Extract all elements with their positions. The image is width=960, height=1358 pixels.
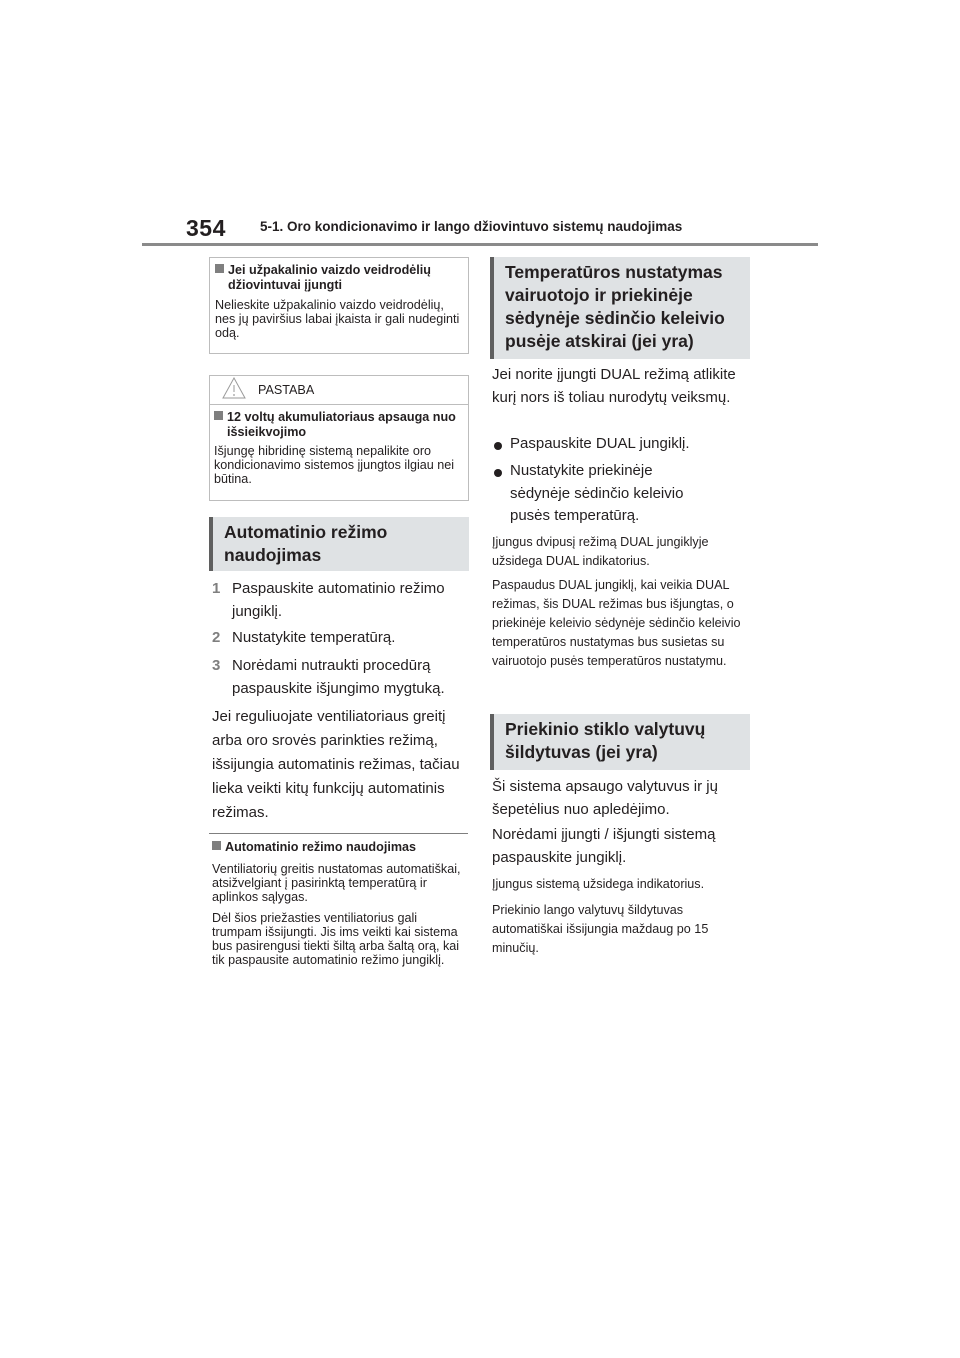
- note-body: Išjungę hibridinę sistemą nepalikite oro kondicionavimo sistemos įjungtos ilgiau nei būtina.: [214, 444, 455, 486]
- bullet-item-1: Paspauskite DUAL jungiklį.: [494, 433, 750, 456]
- round-bullet-icon: [494, 469, 502, 477]
- square-bullet-icon: [214, 411, 223, 420]
- caution-box-title: Jei užpakalinio vaizdo veidrodėlių džiovintuvai įjungti: [215, 263, 462, 292]
- square-bullet-icon: [212, 841, 221, 850]
- info-body-1: Ventiliatorių greitis nustatomas automatiškai, atsižvelgiant į pasirinktą temperatūrą ir aplinkos sąlygas.: [212, 861, 461, 904]
- round-bullet-icon: [494, 442, 502, 450]
- step-1: [212, 578, 474, 623]
- sub-section-divider: [209, 833, 468, 834]
- header-divider: [142, 243, 818, 246]
- bullet-item-2: Nustatykite priekinėje sėdynėje sėdinčio keleivio pusės temperatūrą.: [494, 460, 750, 528]
- section-title: 5-1. Oro kondicionavimo ir lango džiovintuvo sistemų naudojimas: [260, 219, 683, 234]
- heading-auto-mode: Automatinio režimo naudojimas: [209, 517, 469, 571]
- note-title: 12 voltų akumuliatoriaus apsauga nuo išsieikvojimo: [214, 410, 464, 439]
- step-number: 3: [212, 657, 221, 674]
- dual-note-1: Įjungus dvipusį režimą DUAL jungiklyje užsidega DUAL indikatorius.: [492, 535, 709, 568]
- wiper-note-2: Priekinio lango valytuvų šildytuvas automatiškai išsijungia maždaug po 15 minučių.: [492, 903, 709, 955]
- step-text: Nustatykite temperatūrą.: [232, 629, 396, 646]
- wiper-paragraph-1: Ši sistema apsaugo valytuvus ir jų šepetėlius nuo apledėjimo.: [492, 778, 718, 818]
- info-body-2: Dėl šios priežasties ventiliatorius gali trumpam išsijungti. Jis ims veikti kai sistema bus pasirengusi tiekti šiltą arba šaltą orą, kai tik paspausite automatinio režimo jungiklį.: [212, 910, 460, 967]
- dual-intro: Jei norite įjungti DUAL režimą atlikite kurį nors iš toliau nurodytų veiksmų.: [492, 366, 736, 406]
- step-3: [212, 655, 474, 700]
- step-2: [212, 627, 474, 650]
- step-text: Norėdami nutraukti procedūrą paspauskite išjungimo mygtuką.: [232, 657, 445, 697]
- info-title: Automatinio režimo naudojimas: [212, 840, 468, 855]
- auto-mode-info: [212, 840, 468, 967]
- step-text: Paspauskite automatinio režimo jungiklį.: [232, 580, 445, 620]
- caution-box-body: Nelieskite užpakalinio vaizdo veidrodėlių, nes jų paviršius labai įkaista ir gali nudeginti odą.: [215, 298, 460, 340]
- heading-wiper-heater: Priekinio stiklo valytuvų šildytuvas (jei yra): [490, 714, 750, 770]
- step-number: 1: [212, 580, 221, 597]
- square-bullet-icon: [215, 264, 224, 273]
- page-number: 354: [186, 215, 226, 241]
- dual-note-2: Paspaudus DUAL jungiklį, kai veikia DUAL režimas, šis DUAL režimas bus išjungtas, o priekinėje keleivio sėdynėje sėdinčio keleivio temperatūros nustatymas bus susietas su vairuotojo pusės temperatūros nustatymu.: [492, 578, 741, 668]
- auto-mode-paragraph: Jei reguliuojate ventiliatoriaus greitį arba oro srovės parinkties režimą, išsijungia automatinis režimas, tačiau lieka veikti kitų funkcijų automatinis režimas.: [212, 708, 460, 821]
- note-label: PASTABA: [258, 383, 315, 397]
- heading-dual-temperature: Temperatūros nustatymas vairuotojo ir priekinėje sėdynėje sėdinčio keleivio pusėje atskirai (jei yra): [490, 257, 750, 359]
- warning-triangle-icon: [222, 377, 246, 399]
- step-number: 2: [212, 629, 221, 646]
- note-content: [214, 410, 464, 486]
- note-divider: [209, 404, 468, 405]
- wiper-paragraph-2: Norėdami įjungti / išjungti sistemą paspauskite jungiklį.: [492, 826, 716, 866]
- wiper-note-1: Įjungus sistemą užsidega indikatorius.: [492, 877, 705, 891]
- caution-box: [209, 257, 469, 354]
